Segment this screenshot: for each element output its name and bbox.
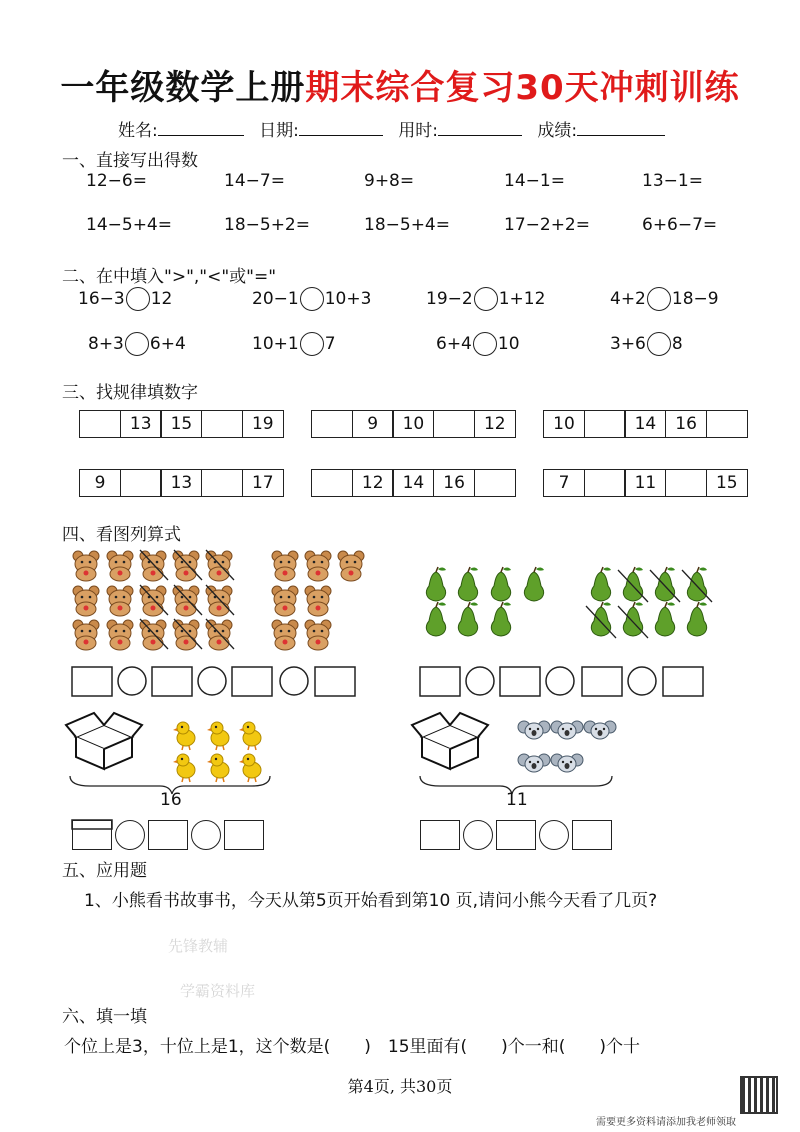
pattern-cell: 11 [624,469,666,497]
pattern-cell: 9 [352,410,394,438]
eq-2-2: 18−5+2= [224,215,310,235]
pattern-cell[interactable] [201,469,243,497]
pattern-cell[interactable] [120,469,162,497]
answer-circle[interactable] [300,287,324,311]
pattern-cell: 9 [79,469,121,497]
name-blank[interactable] [158,135,244,136]
score-blank[interactable] [577,135,665,136]
answer-circle[interactable] [300,332,324,356]
word-problem-1: 1、小熊看书故事书，今天从第5页开始看到第10 页,请问小熊今天看了几页? [84,891,658,911]
eq-1-2: 14−7= [224,171,285,191]
answer-box[interactable] [420,820,460,850]
eq-2-1: 14−5+4= [86,215,172,235]
compare-1-3: 19−2 1+12 [426,289,546,309]
pattern-cell[interactable] [665,469,707,497]
title-part1: 一年级数学上册 [60,68,306,108]
compare-1-1: 16−3 12 [78,289,173,309]
total-left: 16 [160,790,182,810]
compare-1-2: 20−1 10+3 [252,289,372,309]
pattern-cell: 14 [624,410,666,438]
compare-2-1: 8+3 6+4 [88,334,186,354]
answer-box[interactable] [148,820,188,850]
answer-circle[interactable] [115,820,145,850]
pattern-cell: 16 [665,410,707,438]
answer-row-pears [420,667,703,696]
pattern-cell: 14 [392,469,434,497]
pattern-cell[interactable] [201,410,243,438]
box-icon [66,713,142,769]
title-part2: 期末综合复习30天冲刺训练 [305,68,740,108]
koalas-group [518,721,616,772]
picture-problems [0,540,800,830]
watermark-a: 先锋教辅 [168,937,229,955]
pattern-cell[interactable] [706,410,748,438]
answer-circle[interactable] [647,287,671,311]
eq-1-1: 12−6= [86,171,147,191]
pattern-cell: 16 [433,469,475,497]
pattern-row-6 [543,469,748,497]
page-number: 第4页, 共30页 [347,1077,453,1096]
answer-circle[interactable] [539,820,569,850]
eq-2-4: 17−2+2= [504,215,590,235]
pattern-cell[interactable] [79,410,121,438]
student-info-line [118,116,675,141]
pattern-cell[interactable] [311,410,353,438]
answer-circle[interactable] [474,287,498,311]
name-label: 姓名: [118,121,158,141]
pattern-cell: 13 [120,410,162,438]
pattern-cell[interactable] [584,469,626,497]
page-title [0,60,800,109]
eq-1-5: 13−1= [642,171,703,191]
date-label: 日期: [259,121,299,141]
total-right: 11 [506,790,528,810]
fill-question-1: 个位上是3，十位上是1，这个数是( ) 15里面有( )个一和( )个十 [64,1037,641,1057]
chicks-group [173,722,261,782]
date-blank[interactable] [299,135,383,136]
pattern-cell: 10 [543,410,585,438]
answer-circle[interactable] [473,332,497,356]
pattern-row-5 [311,469,516,497]
answer-row-chicks [72,820,264,850]
pattern-cell: 7 [543,469,585,497]
answer-circle[interactable] [126,287,150,311]
bears-group-1 [73,550,234,650]
answer-circle[interactable] [463,820,493,850]
section2-heading: 二、在中填入">","<"或"=" [62,267,277,287]
section1-heading: 一、直接写出得数 [62,151,198,171]
bears-group-2 [272,551,364,650]
eq-1-3: 9+8= [364,171,415,191]
answer-row-bears [72,667,355,696]
eq-2-3: 18−5+4= [364,215,450,235]
section3-heading: 三、找规律填数字 [62,383,198,403]
answer-box[interactable] [496,820,536,850]
answer-row-koalas [420,820,612,850]
pattern-row-2 [311,410,516,438]
answer-circle[interactable] [191,820,221,850]
pattern-cell[interactable] [433,410,475,438]
watermark-b: 学霸资料库 [180,982,256,1000]
time-label: 用时: [398,121,439,141]
compare-2-3: 6+4 10 [436,334,520,354]
answer-circle[interactable] [647,332,671,356]
pattern-row-4 [79,469,284,497]
pattern-cell: 19 [242,410,284,438]
pattern-cell: 12 [474,410,516,438]
compare-2-4: 3+6 8 [610,334,683,354]
pattern-cell: 10 [392,410,434,438]
qr-code[interactable] [740,1076,778,1114]
pattern-cell[interactable] [474,469,516,497]
compare-1-4: 4+2 18−9 [610,289,719,309]
pattern-cell: 12 [352,469,394,497]
pattern-row-1 [79,410,284,438]
pattern-cell[interactable] [584,410,626,438]
pears-group-2 [586,567,712,638]
eq-1-4: 14−1= [504,171,565,191]
answer-circle[interactable] [125,332,149,356]
pattern-cell: 13 [160,469,202,497]
pattern-cell: 15 [160,410,202,438]
answer-box[interactable] [572,820,612,850]
eq-2-5: 6+6−7= [642,215,718,235]
pattern-row-3 [543,410,748,438]
section4-heading: 四、看图列算式 [62,525,181,545]
answer-box[interactable] [224,820,264,850]
footer-note: 需要更多资料请添加我老师领取 [596,1117,736,1128]
pattern-cell: 17 [242,469,284,497]
time-blank[interactable] [438,135,522,136]
answer-box[interactable] [72,820,112,850]
section5-heading: 五、应用题 [62,861,147,881]
score-label: 成绩: [537,121,578,141]
section6-heading: 六、填一填 [62,1007,147,1027]
box-icon [412,713,488,769]
compare-2-2: 10+1 7 [252,334,336,354]
pattern-cell: 15 [706,469,748,497]
pattern-cell[interactable] [311,469,353,497]
pears-group-1 [426,567,544,636]
